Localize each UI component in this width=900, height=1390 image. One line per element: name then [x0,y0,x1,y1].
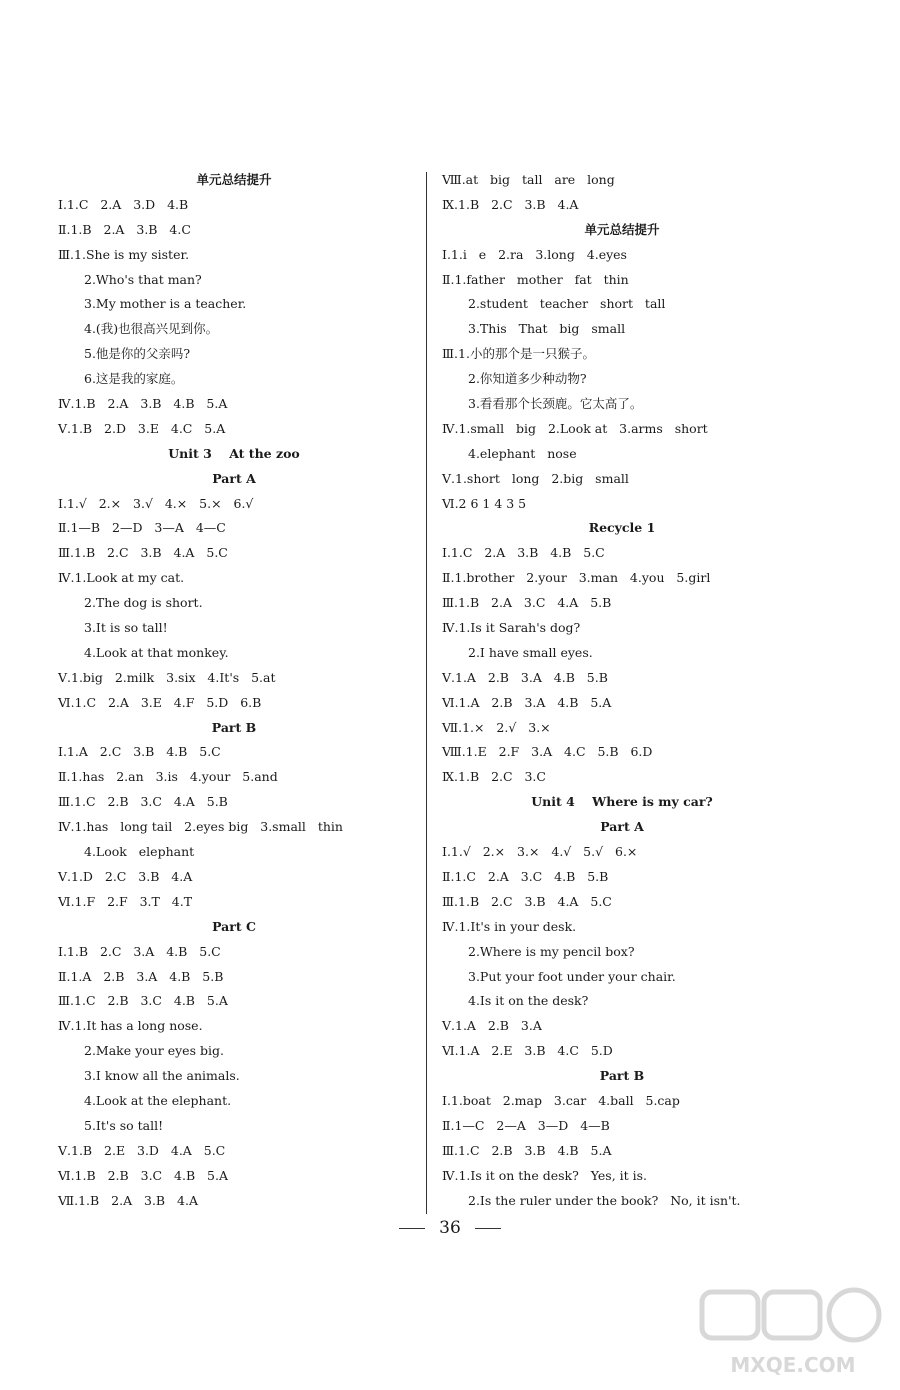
answer-line: 2.The dog is short. [84,595,203,611]
page-number-dash-right [475,1228,501,1229]
answer-line: Ⅲ.1.B 2.C 3.B 4.A 5.C [58,545,228,561]
answer-line: Ⅵ.1.F 2.F 3.T 4.T [58,893,193,909]
page-number-dash-left [399,1228,425,1229]
answer-line: Ⅲ.1.B 2.C 3.B 4.A 5.C [442,893,612,909]
answer-line: 3.I know all the animals. [84,1068,240,1084]
page-number-text: 36 [439,1218,461,1238]
answer-line: Ⅵ.1.B 2.B 3.C 4.B 5.A [58,1167,229,1183]
answer-line: Ⅰ.1.boat 2.map 3.car 4.ball 5.cap [442,1092,680,1108]
answer-line: Ⅰ.1.C 2.A 3.B 4.B 5.C [442,545,605,561]
watermark-url: MXQE.COM [730,1353,856,1377]
answer-line: 2.Make your eyes big. [84,1043,224,1059]
answer-line: Ⅴ.1.B 2.E 3.D 4.A 5.C [58,1142,226,1158]
answer-line: Ⅱ.1.has 2.an 3.is 4.your 5.and [58,769,278,785]
page-number [0,1218,900,1238]
answer-line: 4.Look at that monkey. [84,644,229,660]
answer-line: Ⅶ.1.B 2.A 3.B 4.A [58,1192,198,1208]
answer-line: Ⅳ.1.Look at my cat. [58,570,185,586]
answer-line: Ⅲ.1.小的那个是一只猴子。 [442,346,595,362]
watermark-box-1 [702,1292,758,1338]
answer-line: Ⅱ.1.C 2.A 3.C 4.B 5.B [442,868,609,884]
answer-line: Ⅰ.1.B 2.C 3.A 4.B 5.C [58,943,221,959]
answer-line: Ⅴ.1.big 2.milk 3.six 4.It's 5.at [58,669,276,685]
answer-line: Ⅸ.1.B 2.C 3.C [442,769,546,785]
answer-line: Ⅴ.1.short long 2.big small [442,470,629,486]
answer-line: Ⅵ.2 6 1 4 3 5 [442,495,527,511]
answer-line: 2.I have small eyes. [468,644,593,660]
answer-line: Ⅳ.1.Is it Sarah's dog? [442,620,581,636]
answer-line: 3.Put your foot under your chair. [468,968,676,984]
answer-line: Ⅷ.1.E 2.F 3.A 4.C 5.B 6.D [442,744,653,760]
answer-line: 4.Look elephant [84,844,195,860]
section-heading: Part B [211,719,257,735]
answer-line: 2.你知道多少种动物? [468,371,587,387]
answer-line: Ⅴ.1.A 2.B 3.A [442,1018,542,1034]
answer-line: 4.elephant nose [468,445,577,461]
section-heading: 单元总结提升 [196,172,272,187]
section-heading: Unit 3 At the zoo [168,445,300,461]
answer-line: Ⅱ.1.B 2.A 3.B 4.C [58,221,191,237]
answer-line: Ⅱ.1—C 2—A 3—D 4—B [442,1117,610,1133]
answer-line: 5.It's so tall! [84,1117,164,1133]
answer-line: 3.My mother is a teacher. [84,296,247,312]
answer-line: Ⅳ.1.B 2.A 3.B 4.B 5.A [58,396,228,412]
answer-line: Ⅲ.1.C 2.B 3.B 4.B 5.A [442,1142,612,1158]
answer-line: Ⅱ.1.brother 2.your 3.man 4.you 5.girl [442,570,711,586]
answer-line: Ⅳ.1.has long tail 2.eyes big 3.small thin [58,819,343,835]
answer-line: Ⅲ.1.C 2.B 3.C 4.A 5.B [58,794,228,810]
section-heading: Unit 4 Where is my car? [531,794,713,810]
answer-line: Ⅰ.1.√ 2.× 3.× 4.√ 5.√ 6.× [442,844,638,860]
answer-line: Ⅴ.1.D 2.C 3.B 4.A [58,868,193,884]
answer-line: Ⅳ.1.small big 2.Look at 3.arms short [442,420,708,436]
answer-line: 2.Is the ruler under the book? No, it isn't. [468,1192,741,1208]
section-heading: Part A [212,470,256,486]
answer-line: 2.Who's that man? [84,271,202,287]
answer-line: 3.This That big small [468,321,626,337]
section-heading: Recycle 1 [588,520,656,536]
answer-line: Ⅵ.1.C 2.A 3.E 4.F 5.D 6.B [58,694,262,710]
answer-line: Ⅱ.1—B 2—D 3—A 4—C [58,520,226,536]
answer-line: Ⅰ.1.A 2.C 3.B 4.B 5.C [58,744,221,760]
answer-line: Ⅰ.1.C 2.A 3.D 4.B [58,196,189,212]
answer-line: Ⅵ.1.A 2.E 3.B 4.C 5.D [442,1043,613,1059]
answer-line: 5.他是你的父亲吗? [84,346,191,362]
section-heading: Part B [599,1068,645,1084]
answer-line: 2.Where is my pencil box? [468,943,635,959]
answer-line: 3.It is so tall! [84,620,168,636]
watermark-logo [698,1286,888,1382]
answer-line: Ⅵ.1.A 2.B 3.A 4.B 5.A [442,694,612,710]
answer-line: Ⅸ.1.B 2.C 3.B 4.A [442,196,579,212]
section-heading: Part C [212,918,256,934]
section-heading: 单元总结提升 [584,221,660,237]
answer-line: Ⅴ.1.A 2.B 3.A 4.B 5.B [442,669,608,685]
answer-line: Ⅳ.1.It's in your desk. [442,918,577,934]
answer-line: Ⅰ.1.√ 2.× 3.√ 4.× 5.× 6.√ [58,495,254,511]
answer-line: Ⅲ.1.C 2.B 3.C 4.B 5.A [58,993,228,1009]
answer-line: Ⅱ.1.father mother fat thin [442,271,629,287]
answer-line: 4.(我)也很高兴见到你。 [84,321,219,337]
answer-line: 2.student teacher short tall [468,296,666,312]
answer-line: Ⅴ.1.B 2.D 3.E 4.C 5.A [58,420,226,436]
section-heading: Part A [600,819,644,835]
answer-line: 4.Is it on the desk? [468,993,589,1009]
right-column [442,168,802,1213]
answer-line: Ⅳ.1.Is it on the desk? Yes, it is. [442,1167,648,1183]
answer-line: Ⅶ.1.× 2.√ 3.× [442,719,551,735]
answer-line: 3.看看那个长颈鹿。它太高了。 [468,396,643,412]
left-column [58,168,410,1213]
watermark-box-2 [764,1292,820,1338]
answer-line: 4.Look at the elephant. [84,1092,232,1108]
column-divider [426,172,427,1214]
answer-line: Ⅱ.1.A 2.B 3.A 4.B 5.B [58,968,224,984]
answer-line: Ⅰ.1.i e 2.ra 3.long 4.eyes [442,246,627,262]
answer-line: Ⅷ.at big tall are long [442,172,615,187]
answer-line: Ⅲ.1.She is my sister. [58,246,190,262]
answer-line: Ⅳ.1.It has a long nose. [58,1018,203,1034]
watermark-circle [829,1290,879,1340]
answer-line: 6.这是我的家庭。 [84,371,184,387]
answer-line: Ⅲ.1.B 2.A 3.C 4.A 5.B [442,595,612,611]
